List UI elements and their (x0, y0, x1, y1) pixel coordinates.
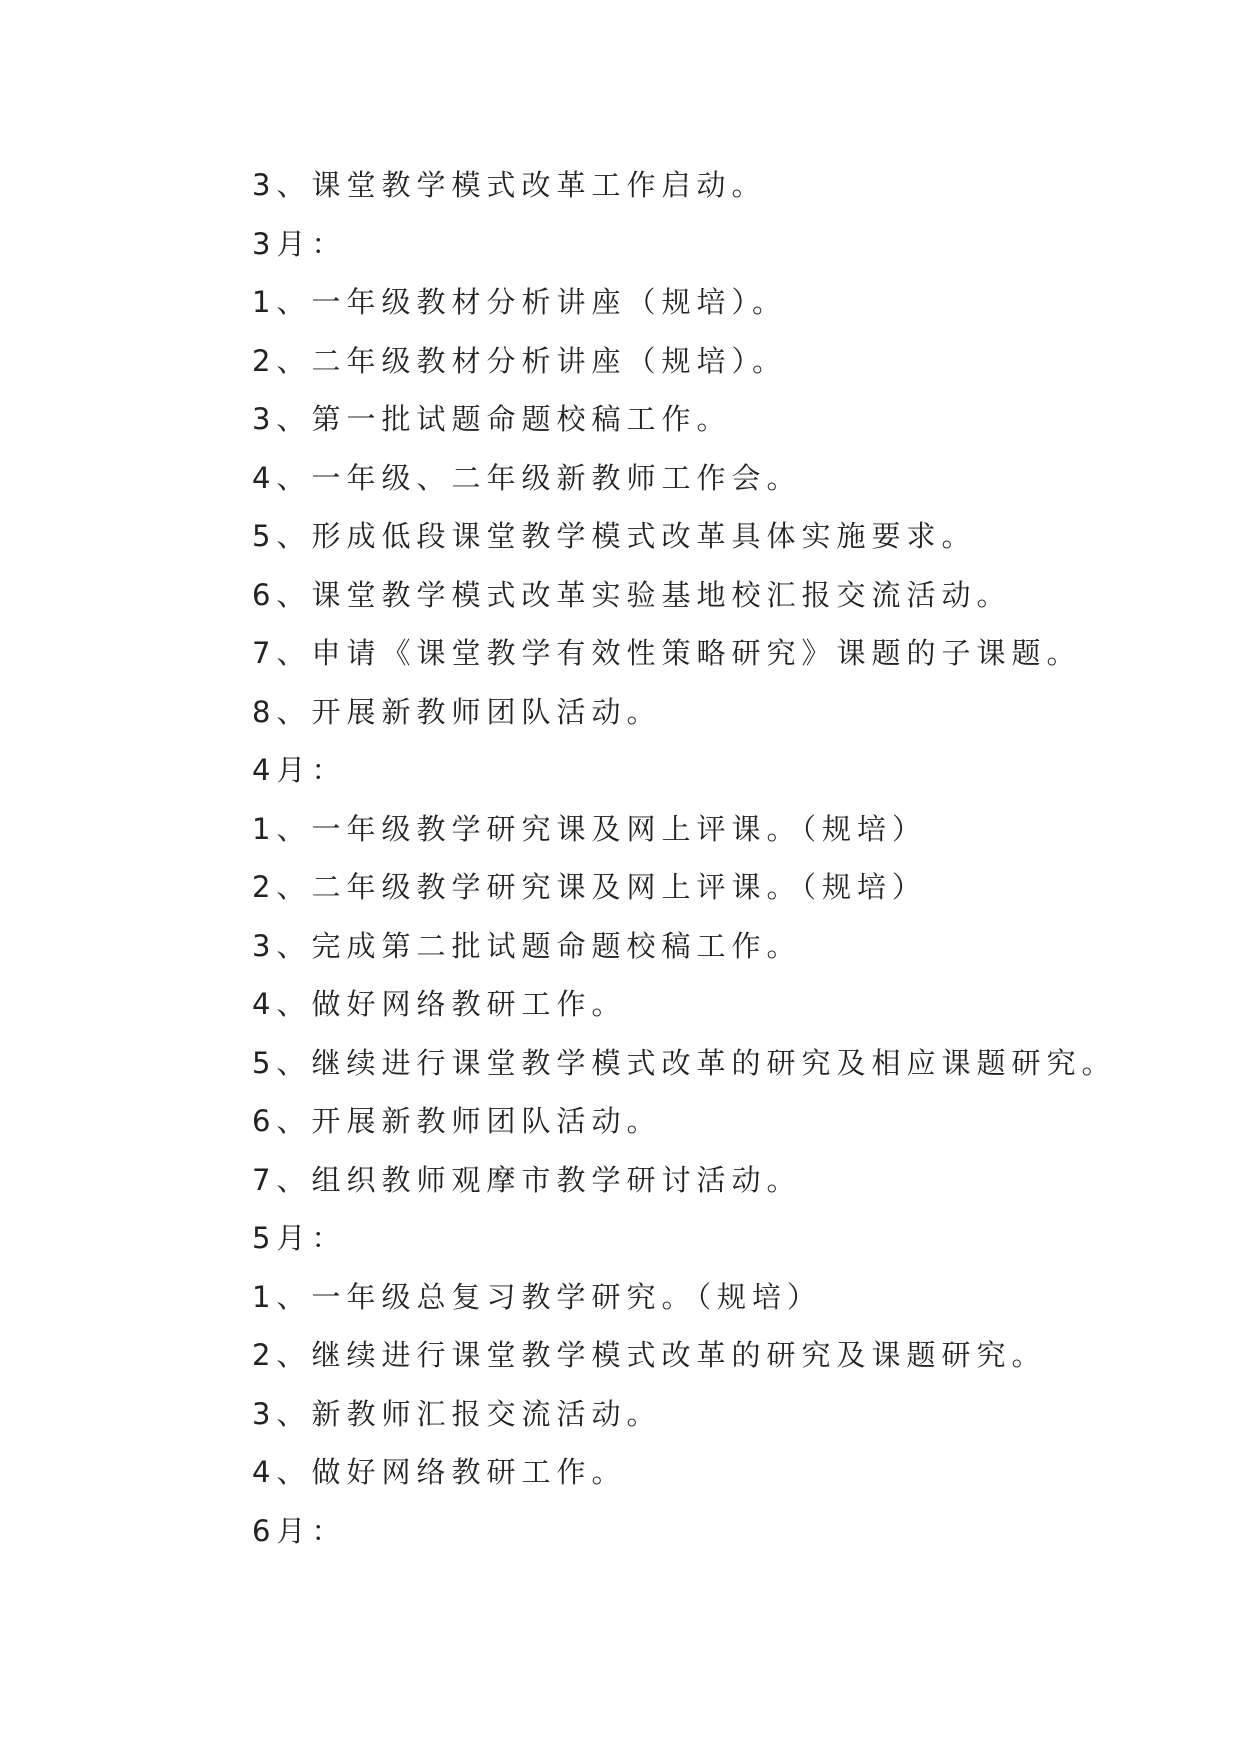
list-item: 3、第一批试题命题校稿工作。 (252, 402, 732, 436)
list-item: 1、一年级教材分析讲座（规培）。 (252, 285, 787, 319)
list-item: 4、一年级、二年级新教师工作会。 (252, 460, 802, 495)
list-item: 2、二年级教材分析讲座（规培）。 (252, 343, 787, 378)
list-item: 2、二年级教学研究课及网上评课。（规培） (252, 870, 927, 904)
list-item: 3、新教师汇报交流活动。 (252, 1396, 662, 1431)
list-item: 1、一年级总复习教学研究。（规培） (252, 1279, 822, 1314)
list-item: 5、形成低段课堂教学模式改革具体实施要求。 (252, 519, 977, 553)
list-item: 4、做好网络教研工作。 (252, 987, 627, 1021)
month-heading-april: 4月： (252, 753, 347, 787)
list-item: 3、课堂教学模式改革工作启动。 (252, 168, 767, 202)
list-item: 2、继续进行课堂教学模式改革的研究及课题研究。 (252, 1338, 1047, 1372)
list-item: 8、开展新教师团队活动。 (252, 694, 662, 729)
month-heading-may: 5月： (252, 1221, 347, 1255)
list-item: 6、课堂教学模式改革实验基地校汇报交流活动。 (252, 577, 1012, 612)
list-item: 5、继续进行课堂教学模式改革的研究及相应课题研究。 (252, 1045, 1117, 1080)
list-item: 7、申请《课堂教学有效性策略研究》课题的子课题。 (252, 636, 1082, 670)
list-item: 7、组织教师观摩市教学研讨活动。 (252, 1162, 802, 1197)
list-item: 3、完成第二批试题命题校稿工作。 (252, 928, 802, 963)
month-heading-march: 3月： (252, 226, 347, 261)
list-item: 6、开展新教师团队活动。 (252, 1104, 662, 1138)
document-body (252, 156, 1152, 1560)
list-item: 1、一年级教学研究课及网上评课。（规培） (252, 811, 927, 846)
month-heading-june: 6月： (252, 1513, 347, 1548)
list-item: 4、做好网络教研工作。 (252, 1455, 627, 1489)
